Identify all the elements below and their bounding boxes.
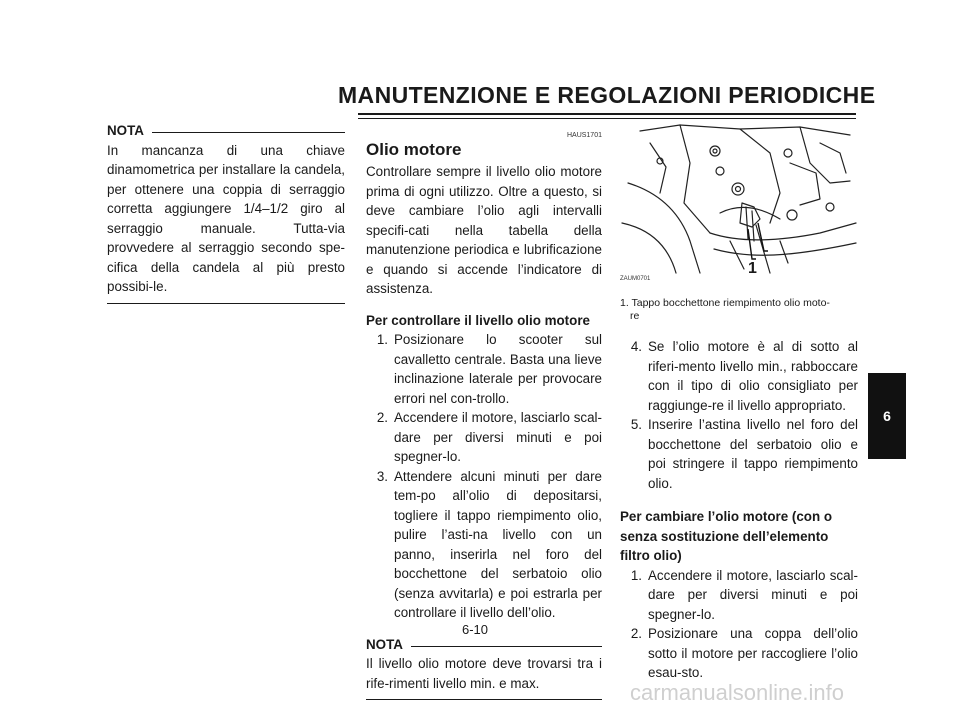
nota-label: NOTA — [366, 636, 403, 652]
column-right — [620, 123, 858, 683]
chapter-tab-label: 6 — [883, 408, 891, 424]
change-oil-steps — [620, 566, 858, 683]
step-text: Se l’olio motore è al di sotto al riferi-mento livello min., rabboccare con il tipo di olio consigliato per raggiunge-re il livello appropriato. — [648, 339, 858, 413]
column-middle — [366, 131, 602, 700]
nota-text: Il livello olio motore deve trovarsi tra i rife-rimenti livello min. e max. — [366, 656, 602, 691]
watermark-text: carmanualsonline.info — [630, 680, 845, 705]
step-number: 1. — [630, 567, 642, 583]
nota-end-rule — [107, 303, 345, 304]
figure-caption — [620, 297, 858, 323]
step-number: 2. — [376, 410, 388, 425]
engine-illustration — [620, 123, 858, 283]
step-number: 3. — [376, 468, 388, 484]
oil-filler-figure — [620, 123, 858, 287]
nota-end-rule — [366, 699, 602, 700]
figure-caption-line: 1. Tappo bocchettone riempimento olio moto- — [620, 297, 830, 309]
step-item — [620, 624, 858, 683]
nota-rule — [411, 646, 602, 647]
header-rule — [358, 113, 856, 115]
figure-code: ZAUM0701 — [620, 276, 651, 282]
section-intro: Controllare sempre il livello olio motore prima di ogni utilizzo. Oltre a questo, si deve cambiare l’olio agli intervalli specifi-cati nella tabella della manutenzione periodica e lubrificazione e quando si accende l’indicatore di assistenza. — [366, 164, 602, 296]
step-text: Inserire l’astina livello nel foro del bocchettone del serbatoio olio e poi stringere il tappo riempimento olio. — [648, 417, 858, 491]
section-title: Olio motore — [366, 140, 462, 159]
step-number: 2. — [630, 626, 642, 641]
page-header-title: MANUTENZIONE E REGOLAZIONI PERIODICHE — [338, 82, 876, 108]
nota-rule — [152, 132, 345, 133]
check-oil-steps-continued — [620, 337, 858, 493]
step-text: Accendere il motore, lasciarlo scal-dare per diversi minuti e poi spegner-lo. — [394, 410, 602, 464]
step-item — [366, 467, 602, 623]
nota-heading — [366, 635, 602, 655]
step-item — [620, 337, 858, 415]
header-rule-thin — [358, 118, 856, 119]
step-item — [620, 415, 858, 493]
step-number: 4. — [630, 339, 642, 354]
page-number: 6-10 — [462, 622, 489, 637]
figure-callout-label: 1 — [748, 260, 757, 277]
step-text: Attendere alcuni minuti per dare tem-po all’olio di depositarsi, togliere il tappo riempimento olio, pulire l’asti-na livello con un panno, inserirla nel foro del bocchettone del serbatoio olio (senza avvitarla) e poi estrarla per controllare il livello dell’olio. — [394, 468, 602, 620]
nota-label: NOTA — [107, 123, 144, 138]
nota-heading — [107, 121, 345, 141]
column-left — [107, 121, 345, 304]
check-oil-subtitle: Per controllare il livello olio motore — [366, 312, 590, 328]
step-item — [366, 408, 602, 467]
step-text: Accendere il motore, lasciarlo scal-dare per diversi minuti e poi spegner-lo. — [648, 567, 858, 622]
step-item — [620, 566, 858, 625]
step-number: 1. — [376, 332, 388, 347]
chapter-tab — [868, 373, 906, 459]
figure-caption-line: re — [630, 310, 640, 322]
check-oil-steps — [366, 330, 602, 623]
step-number: 5. — [630, 417, 642, 432]
nota-text: In mancanza di una chiave dinamometrica per installare la candela, per ottenere una coppia di serraggio corretta aggiungere 1/4–1/2 giro al serraggio manuale. Tutta-via provvedere al serraggio secondo spe-cifica della candela al più presto possibi-le. — [107, 142, 345, 294]
change-oil-subtitle: Per cambiare l’olio motore (con o senza sostituzione dell’elemento filtro olio) — [620, 509, 833, 563]
step-text: Posizionare una coppa dell’olio sotto il motore per raccogliere l’olio esau-sto. — [648, 626, 858, 680]
step-text: Posizionare lo scooter sul cavalletto centrale. Basta una lieve inclinazione laterale per provocare errori nel con-trollo. — [394, 332, 602, 406]
section-code: HAUS1701 — [566, 132, 602, 139]
step-item — [366, 330, 602, 408]
